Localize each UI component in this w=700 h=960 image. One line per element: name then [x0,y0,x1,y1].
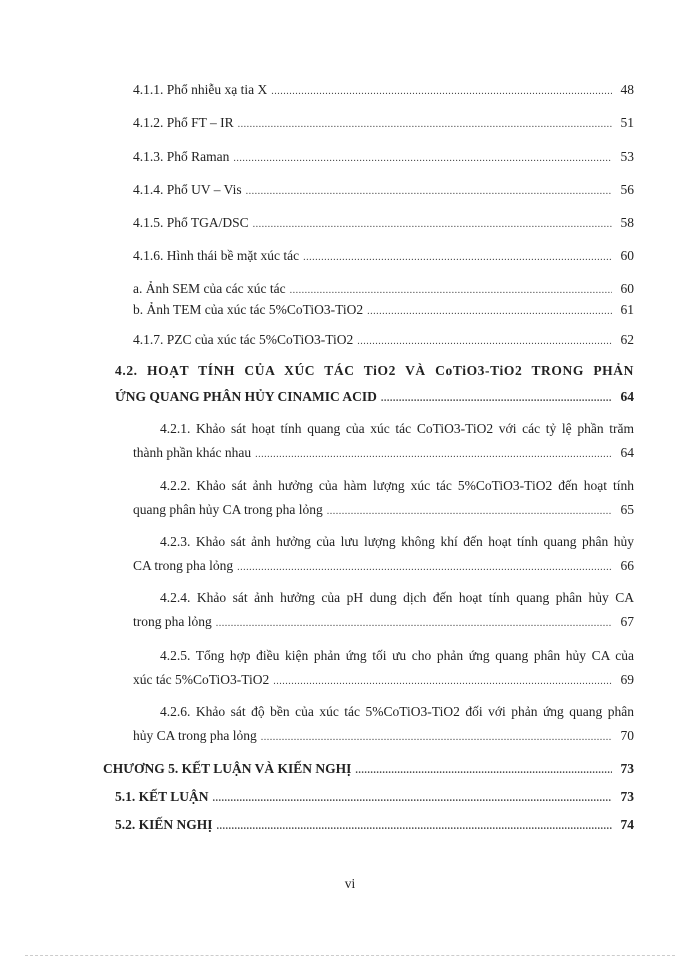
toc-entry-title: 4.1.3. Phổ Raman [133,149,230,164]
toc-entry [133,444,634,462]
toc-entry-page: 69 [620,672,634,687]
toc-entry [115,388,634,406]
toc-entry-page: 73 [620,761,634,776]
dot-leader [355,762,612,780]
dot-leader [327,503,612,521]
toc-entry-title: 4.2.2. Khảo sát ảnh hưởng của hàm lượng xúc tác 5%CoTiO3-TiO2 đến hoạt tính [160,478,634,493]
dot-leader [237,559,612,577]
dot-leader [233,150,612,168]
toc-entry [133,214,634,232]
toc-entry-title: 4.2.6. Khảo sát độ bền của xúc tác 5%CoTiO3-TiO2 đối với phản ứng quang phân [160,704,634,719]
toc-entry-title: 4.1.4. Phổ UV – Vis [133,182,242,197]
toc-entry [115,788,634,806]
dot-leader [381,390,612,408]
dot-leader [246,183,612,201]
toc-entry-title: 4.1.5. Phổ TGA/DSC [133,215,249,230]
toc-entry-title: 4.2.4. Khảo sát ảnh hưởng của pH dung dịch đến hoạt tính quang phân hủy CA [160,590,634,605]
dot-leader [238,116,612,134]
toc-entry-title: trong pha lỏng [133,614,212,629]
toc-entry-title: thành phần khác nhau [133,445,252,460]
toc-entry [133,301,634,319]
dot-leader [271,83,612,101]
toc-entry-page: 66 [620,558,634,573]
dot-leader [303,249,612,267]
toc-entry-page: 60 [620,281,634,296]
toc-entry [115,816,634,834]
toc-entry-page: 56 [620,182,634,197]
dot-leader [255,446,612,464]
toc-chapter [103,760,634,778]
toc-entry [133,280,634,298]
toc-entry-title: 4.1.6. Hình thái bề mặt xúc tác [133,248,300,263]
toc-entry-page: 61 [620,302,634,317]
toc-entry [133,81,634,99]
toc-entry [133,613,634,631]
toc-entry-page: 70 [620,728,634,743]
toc-entry-title: 4.1.1. Phổ nhiễu xạ tia X [133,82,268,97]
toc-entry-title: 5.1. KẾT LUẬN [115,789,209,804]
toc-entry-page: 67 [620,614,634,629]
toc-entry-title: 4.2.3. Khảo sát ảnh hưởng của lưu lượng không khí đến hoạt tính quang phân hủy [160,534,634,549]
toc-entry-page: 74 [620,817,634,832]
toc-entry [133,671,634,689]
toc-entry-page: 73 [620,789,634,804]
dot-leader [273,673,612,691]
toc-entry-title: quang phân hủy CA trong pha lỏng [133,502,323,517]
toc-section-heading: 4.2. HOẠT TÍNH CỦA XÚC TÁC TiO2 VÀ CoTiO3-TiO2 TRONG PHẢN [115,363,634,378]
toc-entry-page: 58 [620,215,634,230]
toc-entry [133,727,634,745]
toc-entry-page: 62 [620,332,634,347]
toc-entry [133,331,634,349]
dot-leader [367,303,612,321]
toc-entry [133,501,634,519]
toc-entry-title: hủy CA trong pha lỏng [133,728,257,743]
toc-entry [133,148,634,166]
dot-leader [261,729,612,747]
toc-entry-page: 60 [620,248,634,263]
toc-entry-page: 53 [620,149,634,164]
toc-entry-page: 51 [620,115,634,130]
toc-entry-title: 4.2.1. Khảo sát hoạt tính quang của xúc tác CoTiO3-TiO2 với các tỷ lệ phần trăm [160,421,634,436]
toc-entry-page: 64 [620,389,634,404]
page-number: vi [344,876,356,891]
toc-entry [133,247,634,265]
toc-entry-title: CA trong pha lỏng [133,558,234,573]
toc-entry-title: CHƯƠNG 5. KẾT LUẬN VÀ KIẾN NGHỊ [103,761,352,776]
toc-entry-title: 4.2.5. Tổng hợp điều kiện phản ứng tối ưu cho phản ứng quang phân hủy CA của [160,648,634,663]
toc-entry-page: 48 [620,82,634,97]
toc-entry-title: xúc tác 5%CoTiO3-TiO2 [133,672,270,687]
toc-entry-title: a. Ảnh SEM của các xúc tác [133,281,286,296]
toc-entry-title: 5.2. KIẾN NGHỊ [115,817,213,832]
toc-entry-page: 65 [620,502,634,517]
toc-entry-title: 4.1.7. PZC của xúc tác 5%CoTiO3-TiO2 [133,332,354,347]
dot-leader [217,818,612,836]
toc-entry [133,557,634,575]
toc-entry-title: b. Ảnh TEM của xúc tác 5%CoTiO3-TiO2 [133,302,364,317]
toc-entry-page: 64 [620,445,634,460]
toc-entry [133,181,634,199]
dot-leader [357,333,612,351]
dot-leader [213,790,612,808]
toc-entry-title: ỨNG QUANG PHÂN HỦY CINAMIC ACID [115,389,377,404]
dot-leader [290,282,612,300]
page-break-divider [25,955,675,956]
dot-leader [216,615,612,633]
dot-leader [253,216,612,234]
toc-entry [133,114,634,132]
toc-entry-title: 4.1.2. Phổ FT – IR [133,115,234,130]
